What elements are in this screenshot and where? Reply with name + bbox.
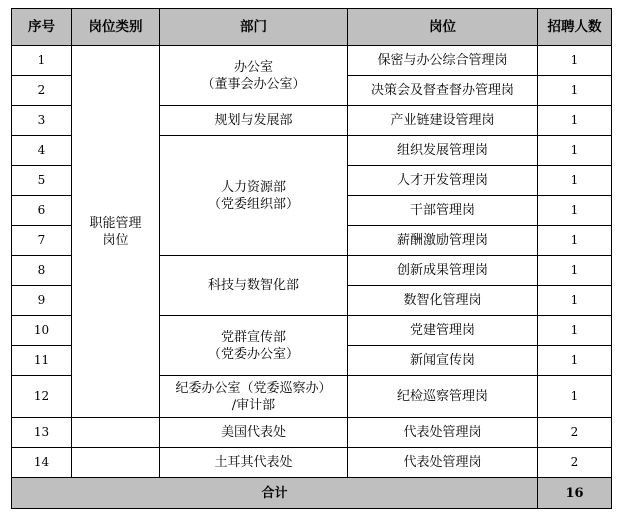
position-cell: 人才开发管理岗 [348, 166, 538, 196]
header-position: 岗位 [348, 9, 538, 46]
dept-line: 办公室 [233, 59, 273, 75]
header-category: 岗位类别 [72, 9, 160, 46]
header-seq: 序号 [12, 9, 72, 46]
dept-cell [160, 136, 348, 256]
seq-cell: 13 [12, 418, 72, 448]
count-cell: 2 [538, 448, 612, 478]
count-cell: 1 [538, 226, 612, 256]
seq-cell: 5 [12, 166, 72, 196]
seq-cell: 10 [12, 316, 72, 346]
position-cell: 薪酬激励管理岗 [348, 226, 538, 256]
position-cell: 代表处管理岗 [348, 418, 538, 448]
dept-line: 规划与发展部 [214, 113, 293, 128]
seq-cell: 11 [12, 346, 72, 376]
dept-line: /审计部 [231, 397, 276, 413]
table-row [12, 418, 612, 448]
dept-cell [160, 448, 348, 478]
dept-line: （党委办公室） [207, 346, 299, 362]
seq-cell: 1 [12, 46, 72, 76]
dept-line: 美国代表处 [220, 425, 286, 440]
position-cell: 产业链建设管理岗 [348, 106, 538, 136]
count-cell: 1 [538, 256, 612, 286]
recruitment-table [11, 8, 612, 509]
seq-cell: 14 [12, 448, 72, 478]
position-cell: 决策会及督查督办管理岗 [348, 76, 538, 106]
count-cell: 1 [538, 106, 612, 136]
count-cell: 1 [538, 316, 612, 346]
position-cell: 创新成果管理岗 [348, 256, 538, 286]
position-cell: 数智化管理岗 [348, 286, 538, 316]
position-cell: 纪检巡察管理岗 [348, 376, 538, 418]
dept-line: 科技与数智化部 [207, 278, 299, 293]
category-line: 职能管理 [89, 215, 142, 231]
dept-cell [160, 376, 348, 418]
empty-category-cell [72, 448, 160, 478]
position-cell: 党建管理岗 [348, 316, 538, 346]
dept-line: （董事会办公室） [201, 76, 306, 92]
dept-cell [160, 418, 348, 448]
count-cell: 1 [538, 346, 612, 376]
count-cell: 1 [538, 166, 612, 196]
position-cell: 组织发展管理岗 [348, 136, 538, 166]
count-cell: 1 [538, 376, 612, 418]
seq-cell: 4 [12, 136, 72, 166]
seq-cell: 12 [12, 376, 72, 418]
seq-cell: 3 [12, 106, 72, 136]
dept-cell [160, 316, 348, 376]
seq-cell: 6 [12, 196, 72, 226]
dept-cell [160, 46, 348, 106]
count-cell: 1 [538, 76, 612, 106]
seq-cell: 9 [12, 286, 72, 316]
seq-cell: 2 [12, 76, 72, 106]
total-row [12, 478, 612, 509]
position-cell: 保密与办公综合管理岗 [348, 46, 538, 76]
position-cell: 新闻宣传岗 [348, 346, 538, 376]
category-line: 岗位 [102, 232, 129, 248]
table-row [12, 448, 612, 478]
position-cell: 干部管理岗 [348, 196, 538, 226]
count-cell: 1 [538, 196, 612, 226]
count-cell: 1 [538, 46, 612, 76]
empty-category-cell [72, 418, 160, 448]
category-cell [72, 46, 160, 418]
position-cell: 代表处管理岗 [348, 448, 538, 478]
seq-cell: 7 [12, 226, 72, 256]
header-dept: 部门 [160, 9, 348, 46]
table-row [12, 46, 612, 76]
dept-cell [160, 256, 348, 316]
dept-line: （党委组织部） [207, 196, 299, 212]
dept-line: 纪委办公室（党委巡察办） [175, 380, 332, 396]
count-cell: 1 [538, 286, 612, 316]
dept-line: 土耳其代表处 [214, 455, 293, 470]
count-cell: 2 [538, 418, 612, 448]
dept-cell [160, 106, 348, 136]
count-cell: 1 [538, 136, 612, 166]
dept-line: 党群宣传部 [220, 329, 286, 345]
dept-line: 人力资源部 [220, 179, 286, 195]
total-value: 16 [538, 478, 612, 509]
seq-cell: 8 [12, 256, 72, 286]
header-count: 招聘人数 [538, 9, 612, 46]
header-row [12, 9, 612, 46]
total-label: 合计 [12, 478, 538, 509]
